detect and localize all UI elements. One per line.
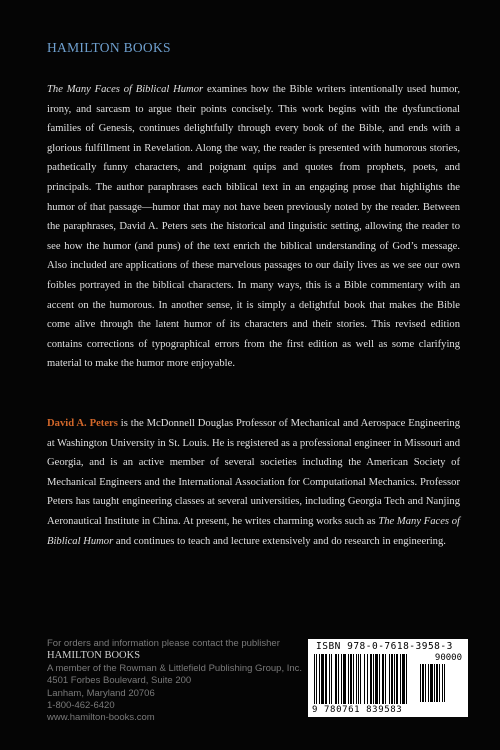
barcode-bar	[314, 654, 315, 704]
phone-number: 1-800-462-6420	[47, 700, 115, 712]
barcode-bar	[319, 654, 320, 704]
barcode-bar	[348, 654, 349, 704]
bio-text-2: and continues to teach and lecture extensively and do research in engineering.	[113, 535, 446, 547]
publisher-contact	[47, 638, 307, 725]
barcode-bar	[436, 664, 438, 702]
orders-line: For orders and information please contact the publisher	[47, 638, 280, 649]
author-bio	[47, 414, 460, 551]
barcode-bar	[335, 654, 337, 704]
barcode-bar	[358, 654, 359, 704]
barcode-bar	[353, 654, 354, 704]
barcode-bar	[321, 654, 324, 704]
author-name: David A. Peters	[47, 418, 118, 429]
barcode-bar	[442, 664, 443, 702]
barcode-bar	[425, 664, 426, 702]
publisher-logo-top: HAMILTON BOOKS	[47, 40, 171, 55]
barcode-bar	[385, 654, 386, 704]
barcode-bar	[422, 664, 424, 702]
barcode-bar	[396, 654, 398, 704]
barcode-bar	[375, 654, 378, 704]
barcode-bar	[356, 654, 357, 704]
barcode-bar	[325, 654, 327, 704]
barcode-bar	[350, 654, 352, 704]
barcode-bar	[402, 654, 405, 704]
barcode-bar	[428, 664, 429, 702]
address-line-1: 4501 Forbes Boulevard, Suite 200	[47, 675, 192, 687]
bio-book-title: The Many Faces of Biblical Humor	[47, 515, 460, 547]
bio-text-1: is the McDonnell Douglas Professor of Mechanical and Aerospace Engineering at Washington University in St. Louis. He is registered as a professional engineer in Missouri and Georgia, and is an active member of several societies including the American Society of Mechanical Engineers and the International Association for Computational Mechanics. Professor Peters has taught engineering classes at several universities, including Georgia Tech and Nanjing Aeronautical Institute in China. At present, he writes charming works such as	[47, 418, 460, 527]
description-text: examines how the Bible writers intentionally used humor, irony, and sarcasm to argue their points concisely. This work begins with the dysfunctional families of Genesis, continues delightfully through every book of the Bible, and ends with a glorious fulfillment in Revelation. Along the way, the reader is presented with humorous stories, pathetically funny characters, and poignant quips and quotes from prophets, poets, and principals. The author paraphrases each biblical text in an engaging prose that highlights the humor of that passage—humor that may not have been previously noted by the reader. Between the paraphrases, David A. Peters sets the historical and linguistic setting, allowing the reader to see how the humor (and puns) of the text enrich the biblical understanding of God’s message. Also included are applications of these marvelous passages to our daily lives as we see our own foibles portrayed in the biblical characters. In many ways, this is a Bible commentary with an accent on the humorous. In another sense, it is simply a delightful book that makes the Bible come alive through the latent humor of its characters and their stories. This revised edition contains corrections of typographical errors from the first edition as well as some clarifying material to make the humor more enjoyable.	[47, 84, 460, 370]
price-code: 90000	[434, 653, 462, 663]
barcode-bar	[430, 664, 433, 702]
barcode-bar	[329, 654, 330, 704]
barcode-bar	[391, 654, 393, 704]
barcode-bar	[406, 654, 407, 704]
barcode-bar	[364, 654, 365, 704]
barcode-bar	[367, 654, 368, 704]
website-link[interactable]: www.hamilton-books.com	[47, 712, 155, 724]
book-description	[47, 80, 460, 374]
barcode-bar	[394, 654, 395, 704]
address-line-2: Lanham, Maryland 20706	[47, 687, 155, 699]
barcode-bar	[373, 654, 374, 704]
barcode-bar	[316, 654, 317, 704]
barcode-bar	[439, 664, 440, 702]
barcode-bar	[444, 664, 445, 702]
barcode-bar	[400, 654, 401, 704]
barcode-bar	[382, 654, 384, 704]
isbn-barcode	[308, 639, 468, 717]
barcode-bar	[434, 664, 435, 702]
price-barcode-bars	[420, 664, 460, 704]
member-line: A member of the Rowman & Littlefield Publishing Group, Inc.	[47, 662, 303, 674]
barcode-bar	[389, 654, 390, 704]
isbn-label: ISBN 978-0-7618-3958-3	[316, 641, 453, 652]
barcode-bar	[379, 654, 380, 704]
barcode-bar	[343, 654, 346, 704]
barcode-bar	[420, 664, 421, 702]
barcode-bar	[331, 654, 332, 704]
barcode-bar	[360, 654, 361, 704]
book-title: The Many Faces of Biblical Humor	[47, 84, 204, 95]
barcode-bar	[341, 654, 342, 704]
ean-barcode-bars	[314, 654, 414, 706]
footer-publisher-name: HAMILTON BOOKS	[47, 650, 141, 662]
barcode-bar	[370, 654, 372, 704]
barcode-digits: 9 780761 839583	[312, 705, 403, 715]
barcode-bar	[338, 654, 339, 704]
